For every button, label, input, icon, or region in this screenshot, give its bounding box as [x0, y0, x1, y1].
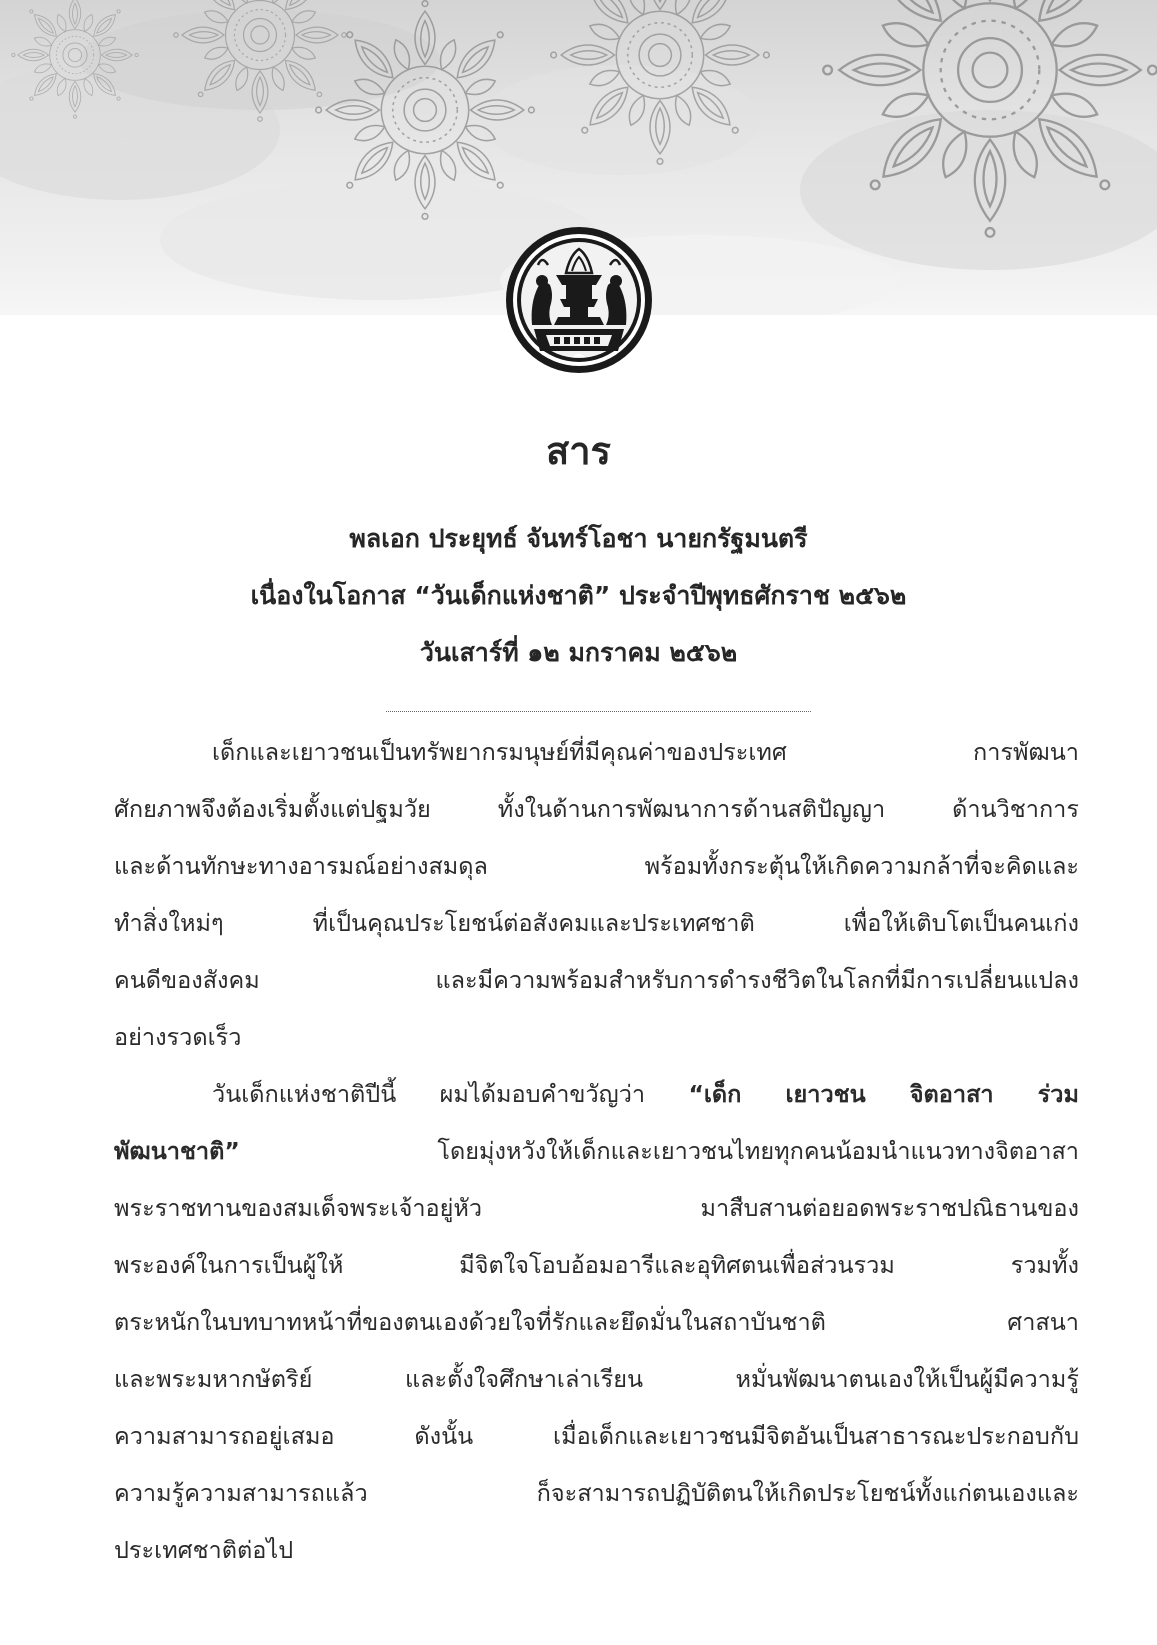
- seal-emblem-icon: [504, 225, 654, 375]
- body-line: ศักยภาพจึงต้องเริ่มตั้งแต่ปฐมวัย ทั้งในด้านการพัฒนาการด้านสติปัญญา ด้านวิชาการ: [114, 795, 1079, 823]
- subtitle-author: พลเอก ประยุทธ์ จันทร์โอชา นายกรัฐมนตรี: [349, 524, 808, 553]
- body-line: พระราชทานของสมเด็จพระเจ้าอยู่หัว มาสืบสานต่อยอดพระราชปณิธานของ: [114, 1194, 1079, 1222]
- body-line: เด็กและเยาวชนเป็นทรัพยากรมนุษย์ที่มีคุณค่าของประเทศ การพัฒนา: [212, 738, 1079, 766]
- mandala-ornament: [551, 0, 770, 164]
- body-line: ความสามารถอยู่เสมอ ดังนั้น เมื่อเด็กและเยาวชนมีจิตอันเป็นสาธารณะประกอบกับ: [114, 1422, 1079, 1450]
- subtitle-occasion: เนื่องในโอกาส “วันเด็กแห่งชาติ” ประจำปีพุทธศักราช ๒๕๖๒: [250, 581, 907, 610]
- body-text: วันเด็กแห่งชาติปีนี้ ผมได้มอบคำขวัญว่า: [212, 1080, 689, 1108]
- slogan-text: พัฒนาชาติ”: [114, 1137, 240, 1165]
- body-line: ทำสิ่งใหม่ๆ ที่เป็นคุณประโยชน์ต่อสังคมและประเทศชาติ เพื่อให้เติบโตเป็นคนเก่ง: [114, 909, 1079, 937]
- mandala-ornament: [174, 0, 347, 121]
- slogan-text: “เด็ก เยาวชน จิตอาสา ร่วม: [688, 1080, 1079, 1108]
- body-line: พระองค์ในการเป็นผู้ให้ มีจิตใจโอบอ้อมอารีและอุทิศตนเพื่อส่วนรวม รวมทั้ง: [114, 1251, 1079, 1279]
- body-line: ประเทศชาติต่อไป: [114, 1536, 294, 1564]
- body-line: ความรู้ความสามารถแล้ว ก็จะสามารถปฏิบัติตนให้เกิดประโยชน์ทั้งแก่ตนเองและ: [114, 1479, 1079, 1507]
- page-title: สาร: [546, 429, 611, 473]
- government-seal: [504, 225, 654, 375]
- mandala-ornament: [823, 0, 1157, 237]
- body-line: ตระหนักในบทบาทหน้าที่ของตนเองด้วยใจที่รักและยึดมั่นในสถาบันชาติ ศาสนา: [114, 1308, 1079, 1336]
- body-line: และด้านทักษะทางอารมณ์อย่างสมดุล พร้อมทั้งกระตุ้นให้เกิดความกล้าที่จะคิดและ: [114, 852, 1079, 880]
- mandala-ornament: [316, 1, 535, 220]
- body-line: [212, 1080, 1079, 1108]
- dotted-divider: [386, 711, 811, 712]
- subtitle-date: วันเสาร์ที่ ๑๒ มกราคม ๒๕๖๒: [419, 638, 738, 667]
- mandala-ornament: [12, 0, 139, 118]
- body-line: อย่างรวดเร็ว: [114, 1023, 242, 1051]
- body-line: คนดีของสังคม และมีความพร้อมสำหรับการดำรงชีวิตในโลกที่มีการเปลี่ยนแปลง: [114, 966, 1079, 994]
- body-line: และพระมหากษัตริย์ และตั้งใจศึกษาเล่าเรียน หมั่นพัฒนาตนเองให้เป็นผู้มีความรู้: [114, 1365, 1079, 1393]
- body-line: [114, 1137, 1079, 1165]
- body-text: โดยมุ่งหวังให้เด็กและเยาวชนไทยทุกคนน้อมนำแนวทางจิตอาสา: [239, 1137, 1079, 1165]
